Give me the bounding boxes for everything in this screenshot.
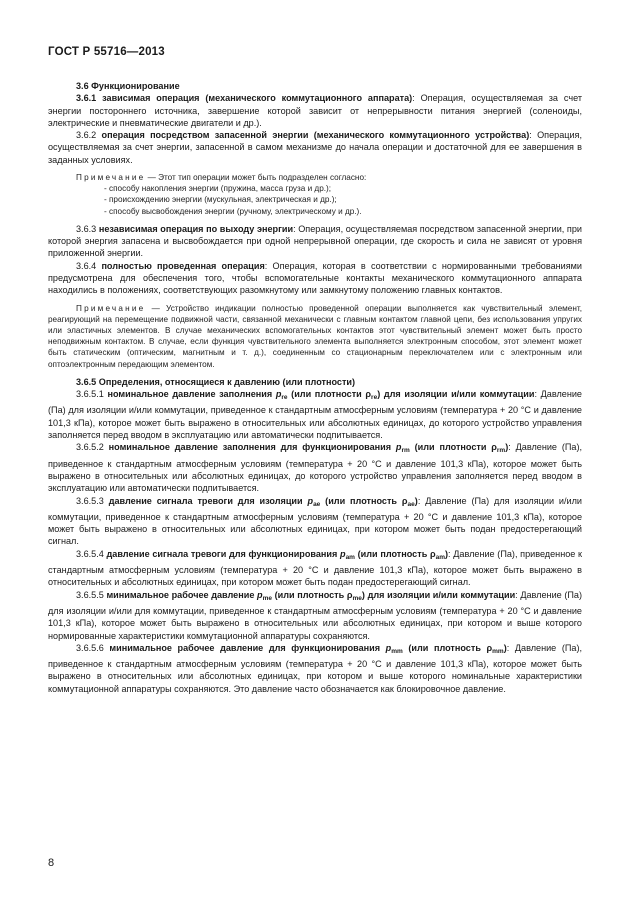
- term-part: давление сигнала тревоги для изоляции: [108, 495, 308, 506]
- note-1-item: - способу высвобождения энергии (ручному, электрическому и др.).: [104, 206, 362, 216]
- symbol: ρ: [429, 548, 436, 559]
- symbol-subscript: rm: [496, 447, 506, 455]
- clause-3-6-3-term: независимая операция по выходу энергии: [98, 223, 294, 234]
- symbol: p: [385, 642, 392, 653]
- term-part: (или плотность: [272, 589, 347, 600]
- clause-3-6-5-1: [48, 388, 582, 441]
- symbol: ρ: [491, 442, 497, 453]
- clause-3-6-5-1-term: [107, 389, 535, 402]
- symbol-subscript: am: [435, 553, 446, 561]
- note-1-item: - происхождению энергии (мускульная, электрическая и др.);: [104, 195, 337, 205]
- clause-text: : Давление (Па), приведенное к стандартным атмосферным условиям (температура + 20 °С и давление 101,3 кПа), которое может быть выражено в относительных и абсолютных единицах, при котором может быть подан предостерегающий сигнал.: [48, 548, 582, 588]
- symbol-subscript: me: [352, 594, 362, 602]
- clause-3-6-1-text: : Операция, осуществляемая за счет энергии постороннего источника, завершение которой зависит от непрерывности питания энергией (соленоиды, электрические и пневматические двигатели и др.).: [48, 93, 582, 128]
- symbol-subscript: rm: [401, 447, 410, 455]
- clause-3-6-5-6-term: [109, 643, 506, 653]
- term-part: ): [505, 442, 509, 453]
- term-part: ): [445, 548, 449, 559]
- clause-number: 3.6.5.3: [76, 495, 109, 506]
- clause-3-6-1: [48, 92, 582, 129]
- clause-text: : Давление (Па), приведенное к стандартным атмосферным условиям (температура + 20 °С и давление 101,3 кПа), которое может быть выражено в относительных или абсолютных единицах, при котором и выше которого номинальные характеристики коммутационной аппаратуры сохраняются. Это давление часто обозначается как блокировочное давление.: [48, 642, 582, 694]
- clause-number: 3.6.5.5: [76, 589, 107, 600]
- term-part: минимальное рабочее давление для функционирования: [109, 642, 386, 653]
- clause-3-6-3-number: 3.6.3: [76, 223, 99, 234]
- symbol: ρ: [346, 589, 353, 600]
- note-1-item: - способу накопления энергии (пружина, масса груза и др.);: [104, 184, 332, 194]
- clause-3-6-5-2: [48, 441, 582, 494]
- note-2-text: — Устройство индикации полностью проведенной операции выполняется как чувствительный элемент, реагирующий на перемещение подвижной части, связанной механически с главным контактом главной цепи, без использования упругих или эластичных элементов. В случае механических вспомогательных контактов этот чувствительный элемент может быть просто неподвижным контактом. В случае, если функция чувствительного элемента выполняется электронным способом, этот элемент может быть статическим (оптическим, магнитным и т. д.), соединенным со стационарным переключателем или с электронным или оптоэлектронным передающим элементом.: [48, 303, 582, 369]
- document-header: ГОСТ Р 55716—2013: [48, 46, 165, 58]
- term-part: (или плотность: [402, 642, 487, 653]
- term-part: ): [414, 495, 418, 506]
- term-part: (или плотности: [287, 389, 366, 400]
- note-2-label: Примечание: [76, 303, 146, 313]
- term-part: давление сигнала тревоги для функционирования: [106, 548, 340, 559]
- clause-text: : Давление (Па), приведенное к стандартным атмосферным условиям (температура + 20 °С и давление 101,3 кПа), которое может быть выражено в относительных или абсолютных единицах, до которого устройство управления заполняется перед вводом в эксплуатацию или автоматически подпитывается.: [48, 442, 582, 494]
- clause-3-6-2: [48, 129, 582, 166]
- section-3-6-5-heading: 3.6.5 Определения, относящиеся к давлению (или плотности): [76, 376, 356, 387]
- symbol-subscript: re: [371, 394, 378, 402]
- term-part: ): [503, 642, 507, 653]
- clause-text: : Давление (Па) для изоляции и/или для коммутации, приведенное к стандартным атмосферным условиям (температура + 20 °С и давление 101,3 кПа), которое может быть выражено в относительных или абсолютных единицах, при котором и выше которого нормированные характеристики коммутационной аппаратуры сохраняются.: [48, 589, 582, 641]
- symbol: p: [257, 589, 263, 600]
- clause-3-6-3-text: : Операция, осуществляемая посредством запасенной энергии, при которой энергия запасена и высвобождается при одной непрерывной операции, где скорость и сила не зависят от уровня приложенной энергии.: [48, 223, 582, 259]
- clause-3-6-4-text: : Операция, которая в соответствии с нормированными требованиями предусмотрена для обеспечения того, чтобы вспомогательные контакты механического коммутационного аппарата находились в положениях, соответствующих разомкнутому или замкнутому положению главных контактов.: [48, 260, 582, 296]
- clause-3-6-4-term: полностью проведенная операция: [101, 260, 265, 271]
- term-part: (или плотность: [354, 548, 430, 559]
- clause-3-6-5-6: [48, 642, 582, 695]
- term-part: номинальное давление заполнения для функционирования: [108, 442, 396, 453]
- clause-number: 3.6.5.1: [76, 389, 108, 400]
- clause-3-6-5-4: [48, 548, 582, 589]
- clause-number: 3.6.5.4: [76, 548, 107, 559]
- clause-3-6-5-3: [48, 495, 582, 548]
- symbol-subscript: mm: [492, 647, 504, 655]
- clause-3-6-2-term: операция посредством запасенной энергии (механического коммутационного устройства): [101, 130, 530, 141]
- note-1: [48, 172, 582, 217]
- note-1-text: — Этот тип операции может быть подразделен согласно:: [145, 173, 367, 183]
- clause-text: : Давление (Па) для изоляции и/или коммутации, приведенное к стандартным атмосферным условиям (температура + 20 °С и давление 101,3 кПа), которое может быть выражено в относительных или абсолютных единицах, до которого устройство управления заполняется перед вводом в эксплуатацию или автоматически подпитывается.: [48, 389, 582, 441]
- symbol-subscript: re: [281, 394, 288, 402]
- clause-text: : Давление (Па) для изоляции и/или коммутации, приведенное к стандартным атмосферным условиям (температура + 20 °С и давление 101,3 кПа), которое может быть выражено в относительных или абсолютных единицах, при котором может быть подан предостерегающий сигнал.: [48, 495, 582, 547]
- symbol-subscript: ae: [313, 500, 321, 508]
- term-part: номинальное давление заполнения: [107, 389, 276, 400]
- section-3-6-heading: 3.6 Функционирование: [76, 81, 180, 91]
- clause-3-6-5-4-term: [107, 549, 449, 559]
- symbol: ρ: [486, 642, 493, 653]
- term-part: ) для изоляции и/или коммутации: [361, 589, 516, 600]
- term-part: минимальное рабочее давление: [106, 589, 258, 600]
- symbol-subscript: am: [345, 553, 355, 561]
- symbol: p: [395, 442, 402, 453]
- symbol-subscript: me: [262, 594, 272, 602]
- clause-number: 3.6.5.6: [76, 642, 110, 653]
- term-part: (или плотность: [320, 495, 402, 506]
- clause-3-6-1-term: 3.6.1 зависимая операция (механического коммутационного аппарата): [76, 93, 413, 104]
- page-number: 8: [48, 857, 55, 869]
- symbol-subscript: ae: [407, 500, 415, 508]
- symbol: ρ: [365, 389, 372, 400]
- clause-3-6-5-5: [48, 589, 582, 642]
- clause-3-6-2-text: : Операция, осуществляемая за счет энергии, запасенной в самом механизме до начала операции и достаточной для ее завершения в заданных условиях.: [48, 130, 582, 165]
- term-part: (или плотности: [409, 442, 492, 453]
- document-body: [48, 80, 582, 695]
- note-2: [48, 303, 582, 370]
- symbol-subscript: mm: [391, 647, 403, 655]
- symbol: p: [340, 548, 346, 559]
- term-part: ) для изоляции и/или коммутации: [377, 389, 535, 400]
- symbol: p: [307, 495, 314, 506]
- clause-3-6-2-number: 3.6.2: [76, 130, 102, 141]
- symbol: p: [275, 389, 282, 400]
- clause-3-6-4: [48, 260, 582, 297]
- symbol: ρ: [401, 495, 408, 506]
- clause-3-6-4-number: 3.6.4: [76, 260, 102, 271]
- clause-3-6-5-5-term: [106, 590, 515, 600]
- clause-3-6-5-2-term: [108, 442, 509, 455]
- note-1-label: Примечание: [76, 173, 146, 183]
- clause-3-6-3: [48, 223, 582, 260]
- clause-3-6-5-3-term: [109, 496, 418, 506]
- clause-number: 3.6.5.2: [76, 442, 109, 453]
